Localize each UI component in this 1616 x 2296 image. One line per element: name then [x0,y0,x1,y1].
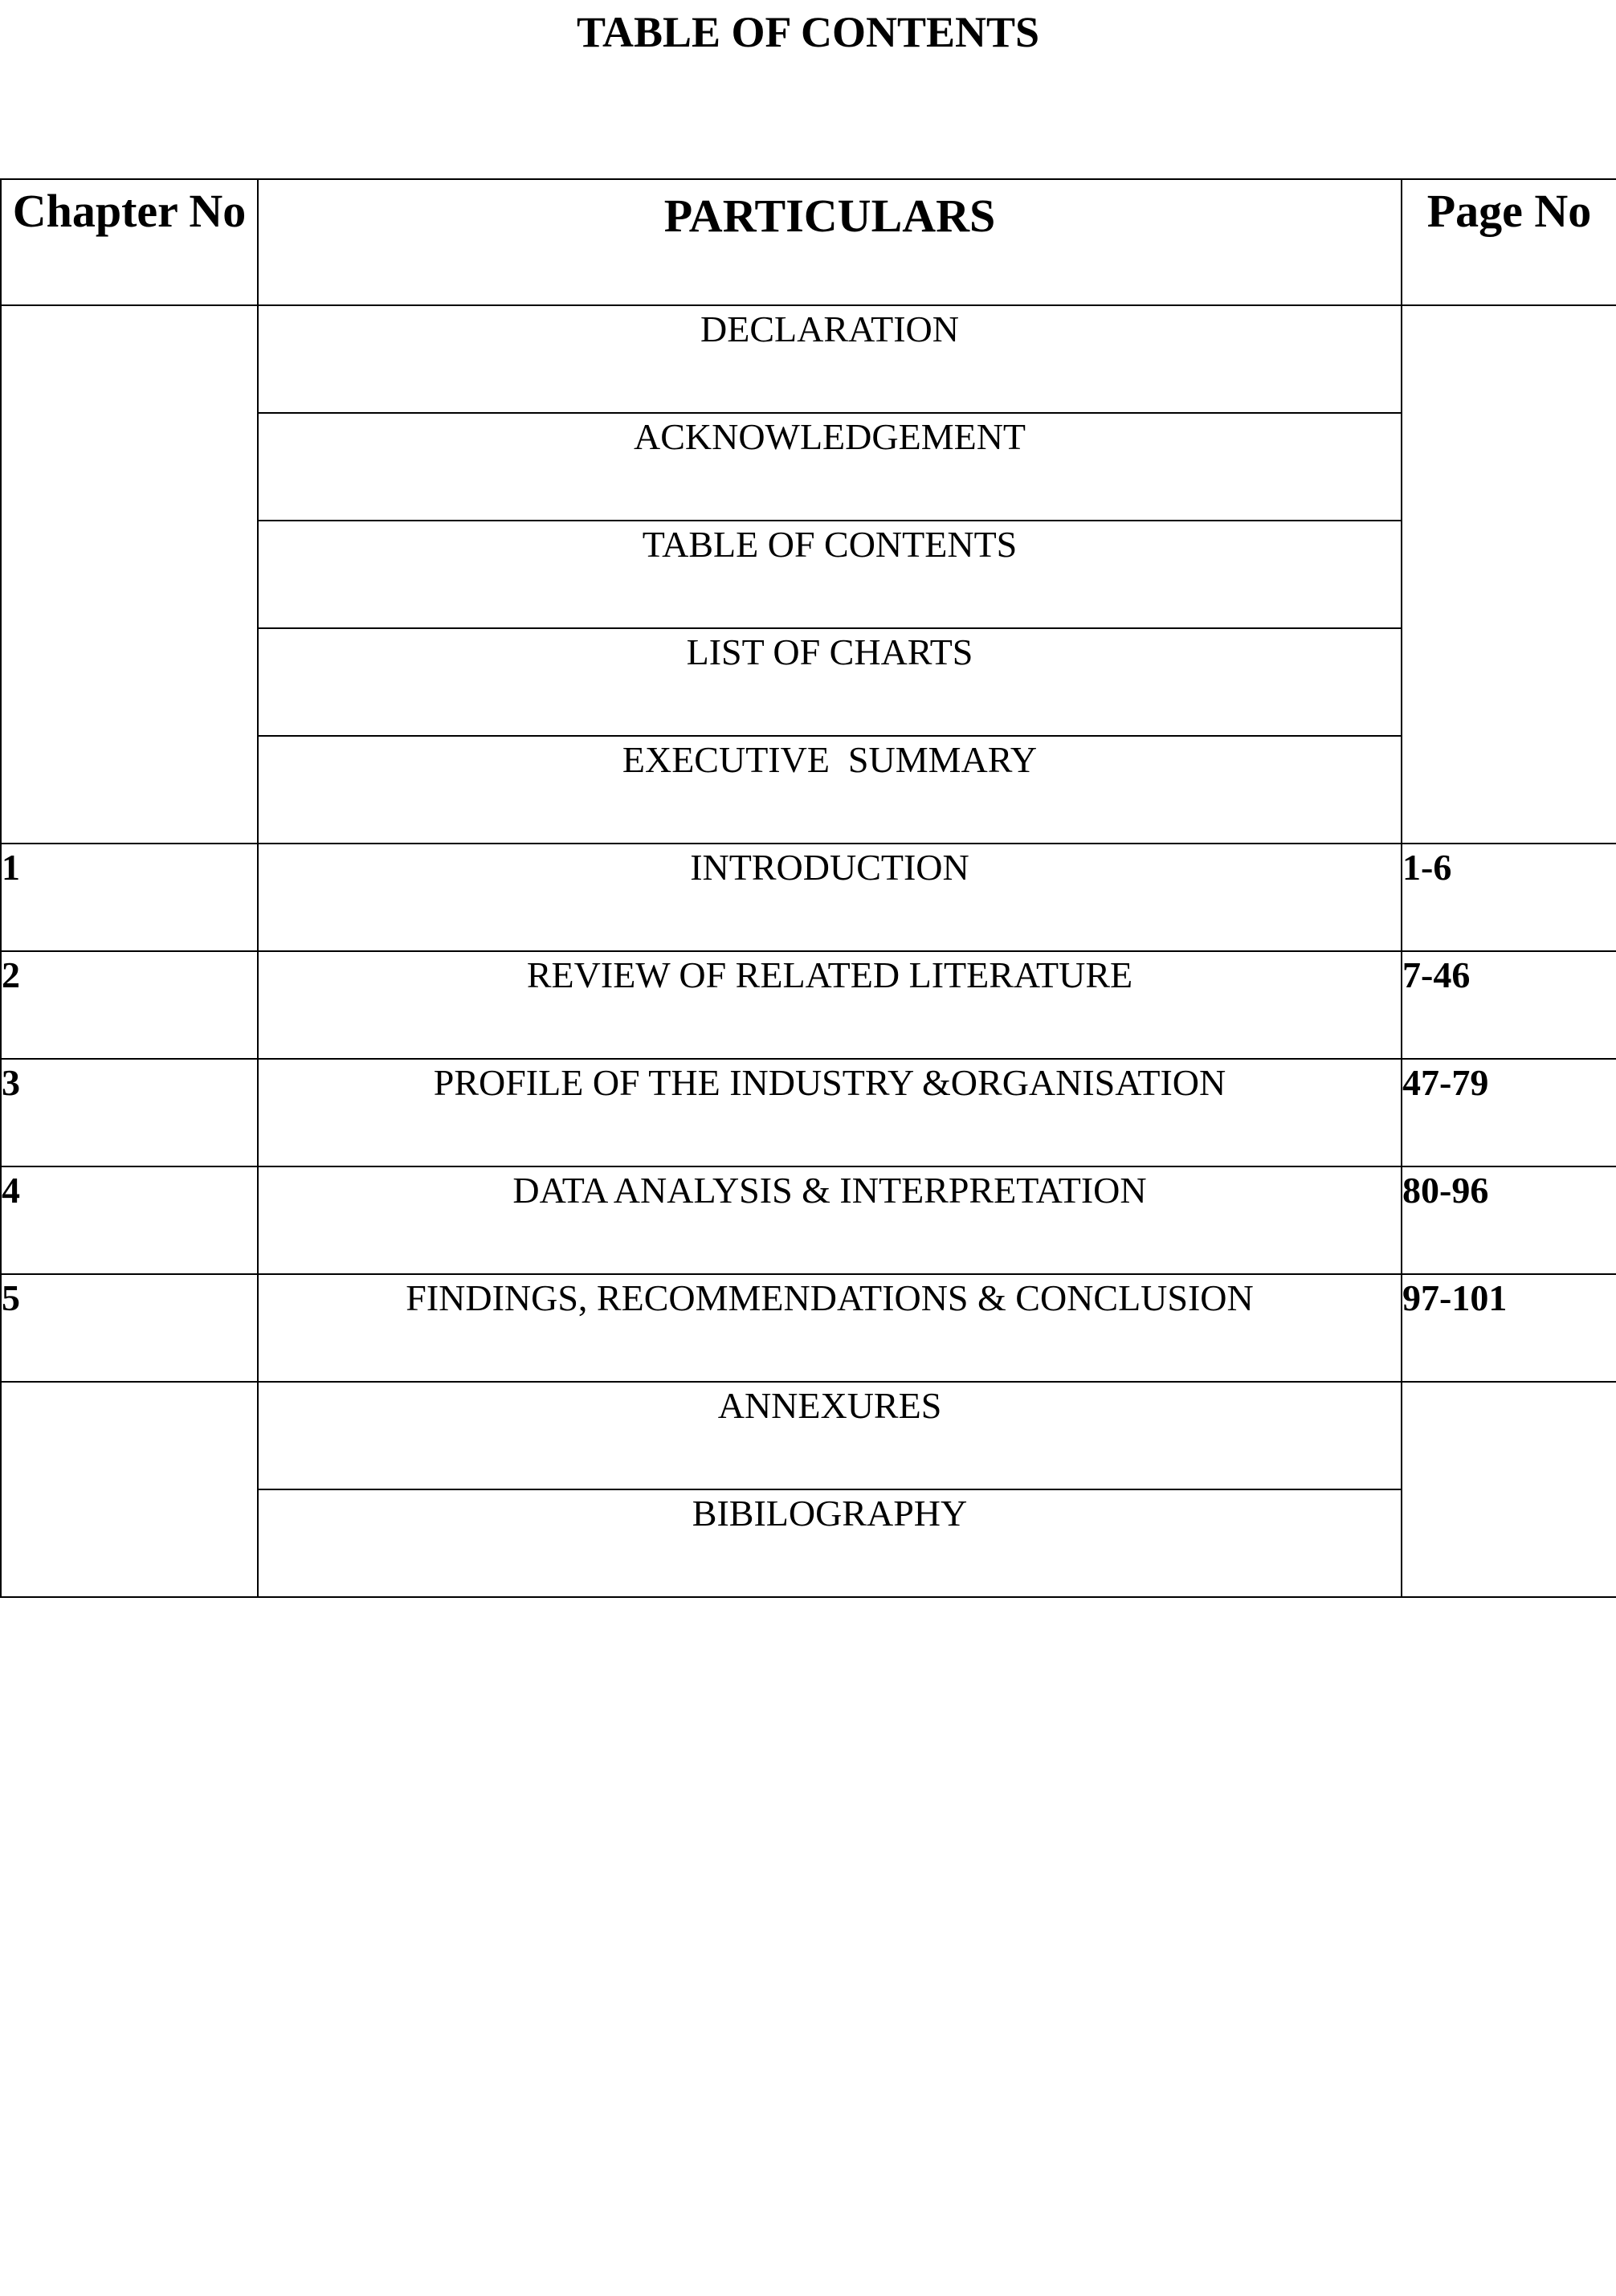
empty-page-cell [1402,1382,1616,1597]
particulars-header: PARTICULARS [258,179,1402,305]
table-row [1,305,1616,413]
chapter-no-cell: 1 [1,844,258,951]
chapter-no-cell: 5 [1,1274,258,1382]
chapter-no-cell: 3 [1,1059,258,1166]
page-range-cell: 47-79 [1402,1059,1616,1166]
particular-cell: EXECUTIVE SUMMARY [258,736,1402,844]
table-row [1,1274,1616,1382]
particular-cell: DECLARATION [258,305,1402,413]
chapter-no-header: Chapter No [1,179,258,305]
page-title: TABLE OF CONTENTS [576,8,1040,56]
table-row [1,951,1616,1059]
particular-cell: DATA ANALYSIS & INTERPRETATION [258,1166,1402,1274]
page-no-header: Page No [1402,179,1616,305]
particular-cell: REVIEW OF RELATED LITERATURE [258,951,1402,1059]
particular-cell: INTRODUCTION [258,844,1402,951]
page-range-cell: 97-101 [1402,1274,1616,1382]
table-row [1,1166,1616,1274]
particular-cell: TABLE OF CONTENTS [258,521,1402,628]
empty-chapter-cell [1,1382,258,1597]
table-row [1,844,1616,951]
table-row [1,1059,1616,1166]
page-range-cell: 1-6 [1402,844,1616,951]
particular-cell: ACKNOWLEDGEMENT [258,413,1402,521]
chapter-no-cell: 2 [1,951,258,1059]
particular-cell: LIST OF CHARTS [258,628,1402,736]
empty-chapter-cell [1,305,258,844]
contents-table [0,178,1616,1598]
particular-cell: ANNEXURES [258,1382,1402,1489]
particular-cell: PROFILE OF THE INDUSTRY &ORGANISATION [258,1059,1402,1166]
page-range-cell: 7-46 [1402,951,1616,1059]
header-row [1,179,1616,305]
table-row [1,1382,1616,1489]
particular-cell: BIBILOGRAPHY [258,1489,1402,1597]
empty-page-cell [1402,305,1616,844]
particular-cell: FINDINGS, RECOMMENDATIONS & CONCLUSION [258,1274,1402,1382]
page-range-cell: 80-96 [1402,1166,1616,1274]
chapter-no-cell: 4 [1,1166,258,1274]
